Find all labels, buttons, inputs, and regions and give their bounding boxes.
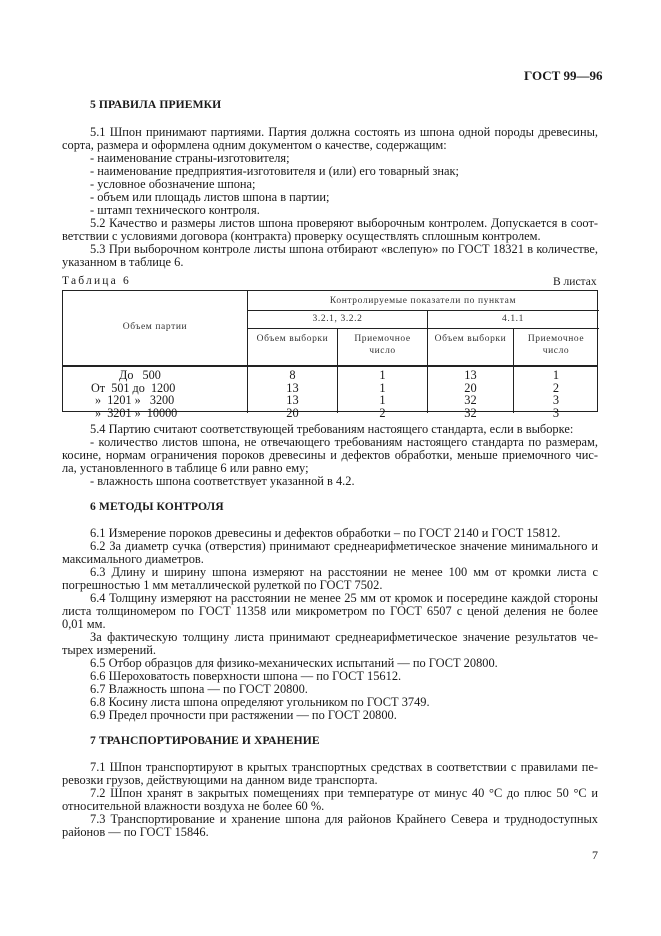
table-cell: 13 [464, 368, 477, 382]
divider [247, 328, 599, 329]
section-7-title: 7 ТРАНСПОРТИРОВАНИЕ И ХРАНЕНИЕ [90, 734, 320, 747]
paragraph-5-2-line-1: 5.2 Качество и размеры листов шпона проверяют выборочным контролем. Допускается в соот- [90, 216, 598, 230]
header-acceptance-line-2: число [369, 346, 396, 356]
header-acceptance-line-2: число [542, 346, 570, 356]
paragraph-6-6: 6.6 Шероховатость поверхности шпона — по ГОСТ 15612. [90, 669, 402, 683]
paragraph-5-4-item-1-line-3: ла, установленного в таблице 6 или равно ему; [62, 461, 309, 475]
paragraph-5-4: 5.4 Партию считают соответствующей требованиям настоящего стандарта, если в выборке: [90, 422, 574, 436]
table-cell: 13 [286, 393, 299, 408]
table-row-batch: От 501 до 1200 [91, 380, 176, 395]
paragraph-6-4-note-line-1: За фактическую толщину листа принимают среднеарифметическое значение результатов че- [90, 630, 598, 644]
paragraph-6-9: 6.9 Предел прочности при растяжении — по ГОСТ 20800. [90, 708, 397, 722]
table-6 [62, 290, 598, 420]
divider [247, 310, 599, 311]
paragraph-7-1-line-1: 7.1 Шпон транспортируют в крытых транспортных средствах в соответствии с правилами пе- [90, 760, 598, 774]
paragraph-6-4-note-line-2: тырех измерений. [62, 643, 156, 657]
header-acceptance-1 [338, 333, 427, 357]
paragraph-6-2-line-1: 6.2 За диаметр сучка (отверстия) принимают среднеарифметическое значение минимального и [90, 539, 598, 553]
header-sample-volume-2: Объем выборки [434, 334, 507, 344]
table-cell: 1 [379, 380, 386, 395]
column-acceptance-2 [514, 369, 598, 419]
list-item-stamp: - штамп технического контроля. [90, 203, 260, 217]
table-row-batch: » 3201 » 10000 [95, 405, 178, 420]
paragraph-5-3-line-1: 5.3 При выборочном контроле листы шпона отбирают «вслепую» по ГОСТ 18321 в количестве, [90, 242, 598, 256]
table-cell: 1 [379, 393, 386, 408]
paragraph-6-7: 6.7 Влажность шпона — по ГОСТ 20800. [90, 682, 308, 696]
table-cell: 1 [379, 368, 386, 382]
header-divider [62, 365, 598, 367]
section-5-title: 5 ПРАВИЛА ПРИЕМКИ [90, 98, 222, 111]
header-controlled: Контролируемые показатели по пунктам [329, 296, 517, 306]
batch-column [91, 369, 177, 419]
paragraph-7-2-line-1: 7.2 Шпон хранят в закрытых помещениях при температуре от минус 40 °С до плюс 50 °С и [90, 786, 598, 800]
table-row-batch: До 500 [119, 368, 161, 382]
header-group-3-2: 3.2.1, 3.2.2 [312, 314, 363, 324]
header-sample-volume-1: Объем выборки [256, 334, 329, 344]
header-acceptance-line-1: Приемочное [354, 334, 411, 344]
column-sample-1 [248, 369, 337, 419]
paragraph-5-4-item-2: - влажность шпона соответствует указанной в 4.2. [90, 474, 355, 488]
paragraph-7-1-line-2: ревозки грузов, действующими на данном виде транспорта. [62, 773, 378, 787]
paragraph-6-4-line-1: 6.4 Толщину измеряют на расстоянии не менее 25 мм от кромок и посередине каждой стороны [90, 591, 598, 605]
paragraph-5-3-line-2: указанном в таблице 6. [62, 255, 184, 269]
paragraph-6-1: 6.1 Измерение пороков древесины и дефектов обработки – по ГОСТ 2140 и ГОСТ 15812. [90, 526, 561, 540]
header-acceptance-2 [514, 333, 598, 357]
paragraph-6-5: 6.5 Отбор образцов для физико-механических испытаний — по ГОСТ 20800. [90, 656, 498, 670]
table-row-batch: » 1201 » 3200 [95, 393, 175, 408]
paragraph-7-2-line-2: относительной влажности воздуха не более 60 %. [62, 799, 325, 813]
paragraph-7-3-line-2: районов — по ГОСТ 15846. [62, 825, 209, 839]
table-cell: 8 [289, 368, 296, 382]
column-acceptance-1 [338, 369, 427, 419]
header-acceptance-line-1: Приемочное [527, 334, 585, 344]
table-unit: В листах [553, 276, 597, 288]
table-cell: 3 [552, 393, 560, 408]
paragraph-6-4-line-2: листа толщиномером по ГОСТ 11358 или микрометром по ГОСТ 6507 с ценой деления не более [62, 604, 598, 618]
table-cell: 20 [286, 405, 299, 420]
paragraph-5-4-item-1-line-2: косине, нормам ограничения пороков древесины и дефектов обработки, меньше приемочного чис- [62, 448, 598, 462]
paragraph-6-8: 6.8 Косину листа шпона определяют угольником по ГОСТ 3749. [90, 695, 430, 709]
paragraph-6-4-line-3: 0,01 мм. [62, 617, 106, 631]
header-group-4-1-1: 4.1.1 [502, 314, 524, 324]
table-cell: 3 [552, 405, 560, 420]
paragraph-6-3-line-2: погрешностью 1 мм металлической рулеткой по ГОСТ 7502. [62, 578, 383, 592]
section-6-title: 6 МЕТОДЫ КОНТРОЛЯ [90, 500, 224, 513]
column-sample-2 [428, 369, 513, 419]
header-batch-volume: Объем партии [122, 322, 188, 332]
table-cell: 2 [552, 380, 560, 395]
paragraph-5-1-line-1: 5.1 Шпон принимают партиями. Партия должна состоять из шпона одной породы древесины, [90, 125, 598, 139]
table-cell: 32 [464, 405, 477, 420]
paragraph-5-1-line-2: сорта, размера и оформлена одним документом о качестве, содержащим: [62, 138, 447, 152]
paragraph-7-3-line-1: 7.3 Транспортирование и хранение шпона для районов Крайнего Севера и труднодоступных [90, 812, 598, 826]
table-cell: 2 [379, 405, 386, 420]
document-code: ГОСТ 99—96 [524, 68, 603, 83]
paragraph-5-4-item-1-line-1: - количество листов шпона, не отвечающего требованиям настоящего стандарта по размерам, [90, 435, 598, 449]
table-cell: 1 [552, 368, 560, 382]
table-cell: 32 [464, 393, 477, 408]
table-cell: 20 [464, 380, 477, 395]
paragraph-6-2-line-2: максимального диаметров. [62, 552, 204, 566]
list-item-manufacturer: - наименование предприятия-изготовителя и (или) его товарный знак; [90, 164, 459, 178]
table-caption: Таблица 6 [62, 275, 131, 287]
list-item-designation: - условное обозначение шпона; [90, 177, 256, 191]
paragraph-6-3-line-1: 6.3 Длину и ширину шпона измеряют на расстоянии не менее 100 мм от кромки листа с [90, 565, 598, 579]
page-number: 7 [592, 848, 598, 862]
table-cell: 13 [286, 380, 299, 395]
paragraph-5-2-line-2: ветствии с условиями договора (контракта) проверку осуществлять сплошным контролем. [62, 229, 541, 243]
list-item-country: - наименование страны-изготовителя; [90, 151, 290, 165]
list-item-volume: - объем или площадь листов шпона в партии; [90, 190, 330, 204]
